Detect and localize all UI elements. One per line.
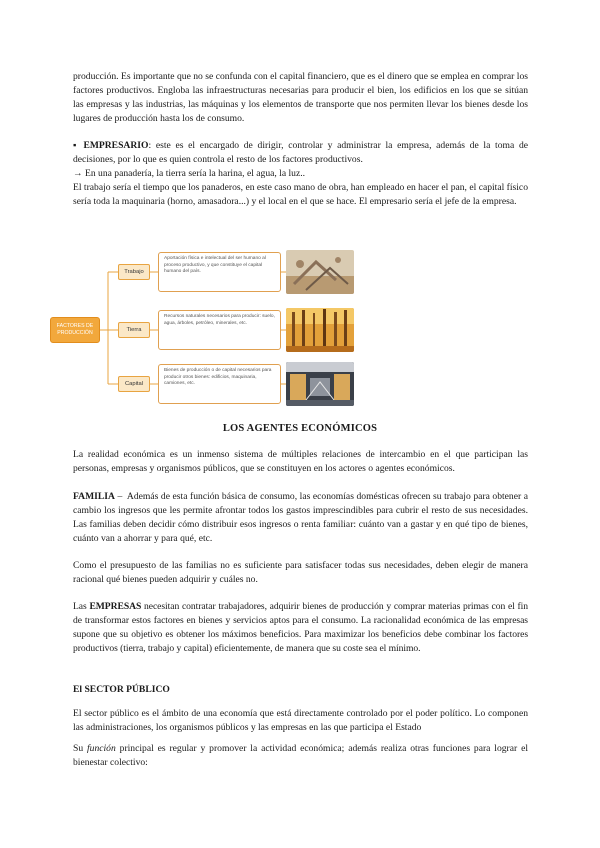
paragraph-capital: producción. Es importante que no se confunda con el capital financiero, que es el dinero que se emplea en comprar los factores productivos. Engloba las infraestructuras necesarias para producir el bien, los edificios en los que se sitúan las empresas y las industrias, las máquinas y los elementos de transporte que nos permiten llevar los bienes desde los lugares de producción hasta los de consumo. <box>73 71 528 124</box>
paragraph-sector-publico: El sector público es el ámbito de una economía que está directamente controlado por el poder político. Lo componen las administraciones, los organismos públicos y las empresas en las que participa el Estado <box>73 708 528 733</box>
paragraph-funcion: Su función principal es regular y promover la actividad económica; además realiza otras funciones para lograr el bienestar colectivo: <box>73 743 528 768</box>
desc-trabajo: Aportación física e intelectual del ser humano al proceso productivo, y que constituye el capital humano del país. <box>158 252 281 292</box>
branch-capital: Capital <box>118 376 150 392</box>
desc-tierra: Recursos naturales necesarios para producir: suelo, agua, árboles, petróleo, minerales, etc. <box>158 310 281 350</box>
branch-trabajo: Trabajo <box>118 264 150 280</box>
example-text: En una panadería, la tierra sería la harina, el agua, la luz.. <box>85 167 306 179</box>
paragraph-familia: FAMILIA – Además de esta función básica de consumo, las economías domésticas ofrecen su trabajo para obtener a cambio los ingresos que les permite afrontar todos los gastos imprescindibles para cubrir el resto de sus necesidades. Las familias deben decidir cómo distribuir esos ingresos o renta familiar: cuánto van a gastar y en qué tipo de bienes, cuánto van a ahorrar y para qué, etc. <box>73 491 528 544</box>
paragraph-presupuesto: Como el presupuesto de las familias no es suficiente para satisfacer todas sus necesidades, deben elegir de manera racional qué bienes pueden adquirir y cuáles no. <box>73 560 528 585</box>
section-title: LOS AGENTES ECONÓMICOS <box>222 423 378 434</box>
term-funcion: función <box>87 743 116 754</box>
factores-diagram <box>50 245 355 413</box>
term-empresas: EMPRESAS <box>89 601 142 612</box>
branch-tierra: Tierra <box>118 322 150 338</box>
example-explanation: El trabajo sería el tiempo que los panaderos, en este caso mano de obra, han empleado en hacer el pan, el capital físico sería toda la maquinaria (horno, amasadora...) y el local en el que se hace. El empresario sería el jefe de la empresa. <box>73 181 528 207</box>
term-empresario: EMPRESARIO <box>83 140 149 151</box>
heading-sector-publico: El SECTOR PÚBLICO <box>73 684 170 695</box>
desc-capital: Bienes de producción o de capital necesarios para producir otros bienes: edificios, maquinaria, camiones, etc. <box>158 364 281 404</box>
term-familia: FAMILIA <box>73 491 115 502</box>
arrow-icon: → <box>73 167 83 179</box>
root-node: FACTORES DE PRODUCCIÓN <box>50 317 100 343</box>
photo-tierra <box>286 308 354 352</box>
paragraph-intro: La realidad económica es un inmenso sistema de múltiples relaciones de intercambio en el que participan las personas, empresas y organismos públicos, que se constituyen en los actores o agentes económicos. <box>73 449 528 474</box>
paragraph-empresario: ▪ EMPRESARIO: este es el encargado de dirigir, controlar y administrar la empresa, además de la toma de decisiones, por lo que es quien controla el resto de los factores productivos. → En una panadería, la tierra sería la harina, el agua, la luz.. El trabajo sería el tiempo que los panaderos, en este caso mano de obra, han empleado en hacer el pan, el capital físico sería toda la maquinaria (horno, amasadora...) y el local en el que se hace. El empresario sería el jefe de la empresa. <box>73 140 529 207</box>
photo-trabajo <box>286 250 354 294</box>
paragraph-empresas: Las EMPRESAS necesitan contratar trabajadores, adquirir bienes de producción y comprar materias primas con el fin de transformar estos factores en bienes y servicios aptos para el consumo. La racionalidad económica de las empresas supone que su objetivo es obtener los máximos beneficios. Para maximizar los beneficios debe combinar los factores productivos (tierra, trabajo y capital) eficientemente, de manera que su coste sea el mínimo. <box>73 601 528 654</box>
photo-capital <box>286 362 354 406</box>
bullet: ▪ <box>73 140 79 151</box>
